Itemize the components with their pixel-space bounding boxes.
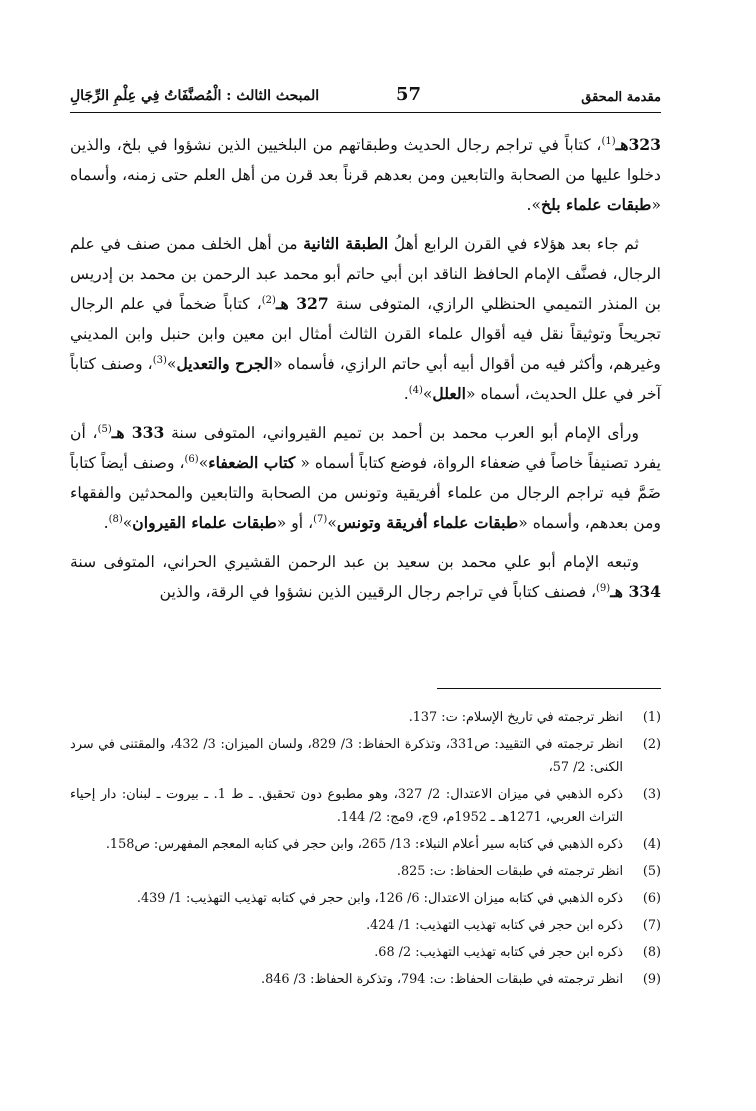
footnote-separator [437, 688, 661, 689]
footnote-number: (1) [642, 710, 661, 725]
year: 333 هـ [111, 423, 165, 442]
footnote-text: انظر ترجمته في طبقات الحفاظ: ت: 794، وتذكرة الحفاظ: 3/ 846. [261, 972, 623, 987]
footnote-text: انظر ترجمته في طبقات الحفاظ: ت: 825. [396, 864, 623, 879]
paragraph-4: وتبعه الإمام أبو علي محمد بن سعيد بن عبد الرحمن القشيري الحراني، المتوفى سنة 334 هـ$^{(9)}$، فصنف كتاباً في تراجم رجال الرقيين الذين نشؤوا في الرقة، والذين [70, 553, 661, 601]
footnote [70, 706, 661, 729]
footnote-ref[interactable]: (3) [152, 354, 167, 366]
footnotes [70, 706, 661, 995]
footnote-ref[interactable]: (7) [313, 513, 328, 525]
footnote [70, 783, 661, 829]
book-title: كتاب الضعفاء [208, 453, 296, 472]
footnote-number: (8) [642, 945, 661, 960]
footnote-ref[interactable]: (8) [108, 513, 123, 525]
footnote-number: (2) [642, 737, 661, 752]
running-header [70, 84, 661, 113]
footnote-text: انظر ترجمته في التقييد: ص331، وتذكرة الحفاظ: 3/ 829، ولسان الميزان: 3/ 432، والمقتنى في سرد الكنى: 2/ 57، [70, 737, 623, 775]
header-chapter-title: المبحث الثالث : الْمُصنَّفَاتُ فِي عِلْمِ الرِّجَالِ [70, 88, 320, 104]
book-title: طبقات علماء بلخ [541, 195, 652, 214]
footnote-ref[interactable]: (5) [97, 423, 112, 435]
year: 327 هـ [275, 294, 329, 313]
footnote-number: (7) [642, 918, 661, 933]
footnote-ref[interactable]: (9) [596, 582, 611, 594]
footnote-text: انظر ترجمته في تاريخ الإسلام: ت: 137. [408, 710, 623, 725]
footnote-text: ذكره ابن حجر في كتابه تهذيب التهذيب: 1/ 424. [366, 918, 623, 933]
footnote [70, 733, 661, 779]
paragraph-3: ورأى الإمام أبو العرب محمد بن أحمد بن تميم القيرواني، المتوفى سنة 333 هـ$^{(5)}$، أن يفرد تصنيفاً خاصاً في ضعفاء الرواة، فوضع كتاباً أسماه « كتاب الضعفاء»$^{(6)}$، وصنف أيضاً كتاباً ضَمَّ فيه تراجم الرجال من علماء أفريقية وتونس من الصحابة والتابعين والمحدثين والفقهاء ومن بعدهم، وأسماه «طبقات علماء أفريقة وتونس»$^{(7)}$، أو «طبقات علماء القيروان»$^{(8)}$. [70, 423, 661, 532]
book-title: طبقات علماء أفريقة وتونس [336, 513, 519, 532]
footnote-text: ذكره ابن حجر في كتابه تهذيب التهذيب: 2/ 68. [374, 945, 623, 960]
footnote-number: (6) [642, 891, 661, 906]
footnote [70, 941, 661, 964]
footnote [70, 914, 661, 937]
footnote-number: (5) [642, 864, 661, 879]
paragraph-1: 323هـ$^{(1)}$، كتاباً في تراجم رجال الحديث وطبقاتهم من البلخيين الذين نشؤوا في بلخ، والذين دخلوا عليها من الصحابة والتابعين ومن بعدهم قرناً بعد قرن من أهل العلم حتى زمنه، وأسماه «طبقات علماء بلخ». [70, 135, 661, 214]
footnote-ref[interactable]: (1) [601, 135, 616, 147]
footnote-ref[interactable]: (6) [184, 453, 199, 465]
footnote-ref[interactable]: (4) [408, 384, 423, 396]
emphasis: الطبقة الثانية [303, 234, 389, 253]
book-title: طبقات علماء القيروان [132, 513, 277, 532]
footnote-number: (4) [642, 837, 661, 852]
footnote-text: ذكره الذهبي في ميزان الاعتدال: 2/ 327، وهو مطبوع دون تحقيق. ـ ط 1. ـ بيروت ـ لبنان: دار إحياء التراث العربي، 1271هـ ـ 1952م، 9ج، 9مج: 2/ 144. [70, 787, 623, 825]
main-text [70, 130, 661, 616]
header-section-title: مقدمة المحقق [581, 90, 661, 105]
footnote-ref[interactable]: (2) [261, 294, 276, 306]
book-title: العلل [432, 384, 467, 403]
paragraph-2: ثم جاء بعد هؤلاء في القرن الرابع أهلُ الطبقة الثانية من أهل الخلف ممن صنف في علم الرجال، فصنَّف الإمام الحافظ الناقد ابن أبي حاتم أبو محمد عبد الرحمن بن محمد بن إدريس بن المنذر التميمي الحنظلي الرازي، المتوفى سنة 327 هـ$^{(2)}$، كتاباً ضخماً في علم الرجال تجريحاً وتوثيقاً نقل فيه أقوال علماء القرن الثالث أمثال ابن معين وابن حنبل وابن المديني وغيرهم، وأكثر فيه من أقوال أبيه أبي حاتم الرازي، فأسماه «الجرح والتعديل»$^{(3)}$، وصنف كتاباً آخر في علل الحديث، أسماه «العلل»$^{(4)}$. [70, 234, 661, 403]
footnote [70, 968, 661, 991]
book-title: الجرح والتعديل [176, 354, 273, 373]
page-number: 57 [396, 84, 422, 105]
footnote [70, 860, 661, 883]
footnote-text: ذكره الذهبي في كتابه ميزان الاعتدال: 6/ 126، وابن حجر في كتابه تهذيب التهذيب: 1/ 439. [136, 891, 623, 906]
year: 334 هـ [610, 582, 661, 601]
footnote-number: (3) [642, 787, 661, 802]
footnote-text: ذكره الذهبي في كتابه سير أعلام النبلاء: 13/ 265، وابن حجر في كتابه المعجم المفهرس: ص158. [105, 837, 623, 852]
footnote-number: (9) [642, 972, 661, 987]
year: 323هـ [615, 135, 661, 154]
footnote [70, 833, 661, 856]
footnote [70, 887, 661, 910]
